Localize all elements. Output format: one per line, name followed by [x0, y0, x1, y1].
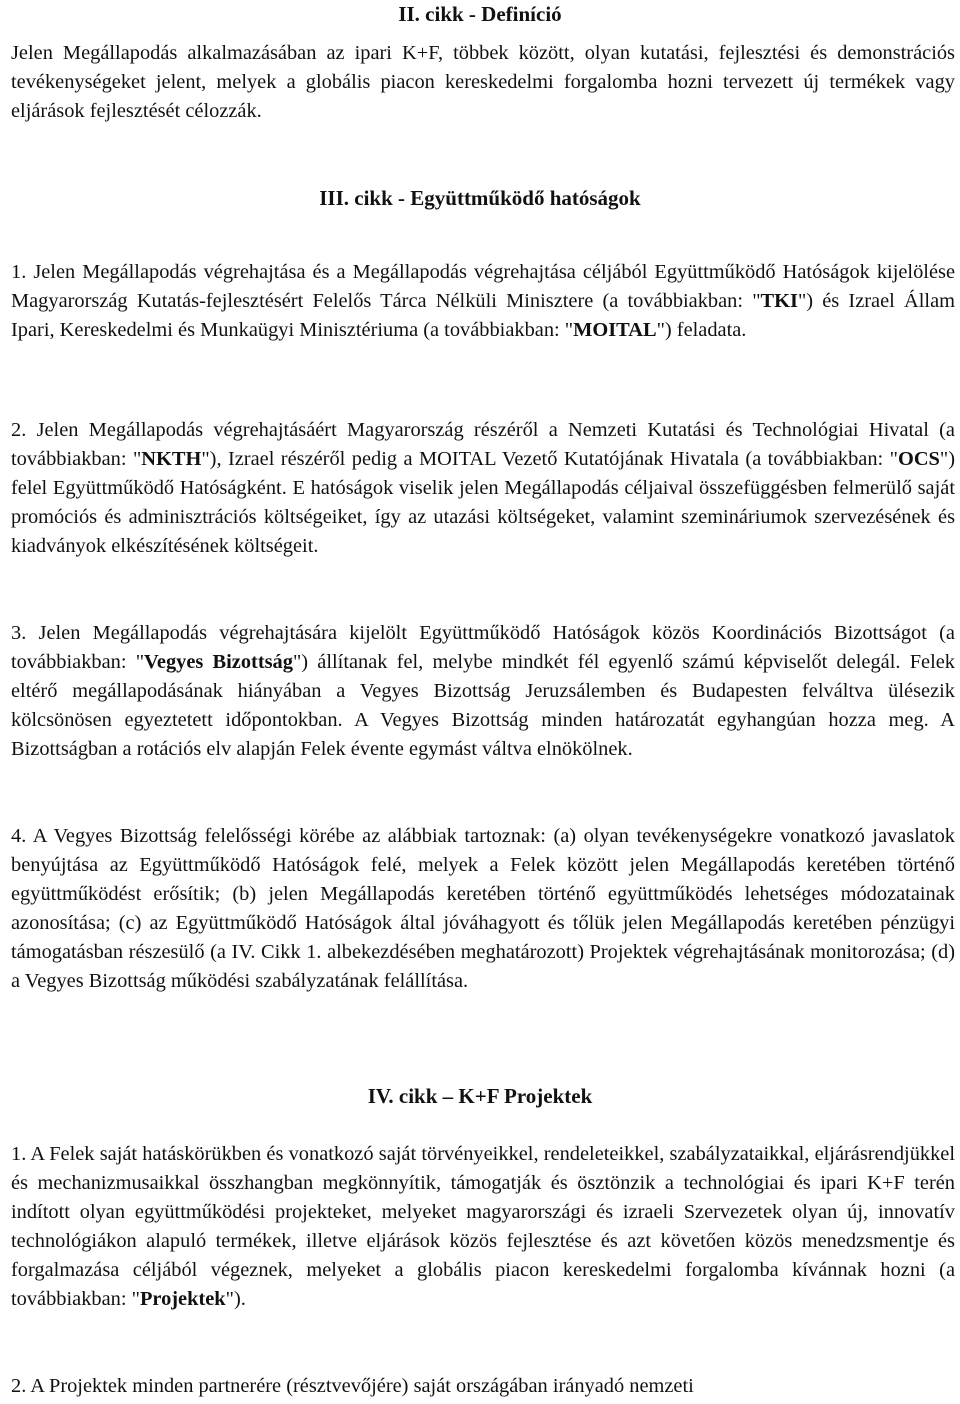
article-4-heading: IV. cikk – K+F Projektek — [367, 1084, 593, 1108]
abbreviation-tki: TKI — [760, 290, 798, 312]
article-3-paragraph-3 — [11, 619, 955, 764]
paragraph-text: Jelen Megállapodás végrehajtására kijelölt Együttműködő Hatóságok közös Koordinációs Bizottságot (a továbbiakban: " — [11, 622, 955, 673]
paragraph-text: A Projektek minden partnerére (résztvevőjére) saját országában irányadó nemzeti — [30, 1375, 694, 1397]
paragraph-text: Jelen Megállapodás végrehajtása és a Megállapodás végrehajtása céljából Együttműködő Hatóságok kijelölése Magyarország Kutatás-fejlesztésért Felelős Tárca Nélküli Minisztere (a továbbiakban: " — [11, 261, 955, 312]
paragraph-number: 3. — [11, 622, 27, 644]
article-2-text: Jelen Megállapodás alkalmazásában az ipari K+F, többek között, olyan kutatási, fejlesztési és demonstrációs tevékenységeket jelent, melyek a globális piacon kereskedelmi forgalomba hozni tervezett új termékek vagy eljárások fejlesztését célozzák. — [11, 42, 955, 122]
paragraph-number: 1. — [11, 261, 27, 283]
term-projektek: Projektek — [139, 1288, 226, 1310]
paragraph-text: ") felel Együttműködő Hatóságként. E hatóságok viselik jelen Megállapodás céljaival összefüggésben felmerülő saját promóciós és adminisztrációs költségeiket, így az utazási költségeket, valamint szemináriumok szervezésének és kiadványok elkészítésének költségeit. — [11, 448, 956, 557]
abbreviation-ocs: OCS — [897, 448, 940, 470]
paragraph-number: 4. — [11, 825, 27, 847]
paragraph-text: Jelen Megállapodás végrehajtásáért Magyarország részéről a Nemzeti Kutatási és Technológiai Hivatal (a továbbiakban: " — [11, 419, 955, 470]
abbreviation-moital: MOITAL — [573, 319, 657, 341]
article-3-paragraph-1 — [11, 258, 955, 345]
paragraph-text: ") állítanak fel, melybe mindkét fél egyenlő számú képviselőt delegál. Felek eltérő megállapodásának hiányában a Vegyes Bizottság Jeruzsálemben és Budapesten felváltva ülésezik kölcsönösen egyeztetett időpontokban. A Vegyes Bizottság minden határozatát egyhangúan hozza meg. A Bizottságban a rotációs elv alapján Felek évente egymást váltva elnökölnek. — [11, 651, 956, 760]
paragraph-text: A Vegyes Bizottság felelősségi körébe az alábbiak tartoznak: (a) olyan tevékenységekre vonatkozó javaslatok benyújtása az Együttműködő Hatóságok felé, melyek a Felek között jelen Megállapodás keretében történő együttműködést erősítik; (b) jelen Megállapodás keretében történő együttműködés lehetséges módozatainak azonosítása; (c) az Együttműködő Hatóságok által jóváhagyott és tőlük jelen Megállapodás keretében pénzügyi támogatásban részesülő (a IV. Cikk 1. albekezdésében meghatározott) Projektek végrehajtásának monitorozása; (d) a Vegyes Bizottság működési szabályzatának felállítása. — [11, 825, 955, 992]
term-vegyes-bizottsag: Vegyes Bizottság — [144, 651, 293, 673]
article-2-heading: II. cikk - Definíció — [398, 2, 562, 26]
paragraph-text: "). — [225, 1288, 246, 1310]
article-3-paragraph-2 — [11, 416, 955, 561]
article-3-heading: III. cikk - Együttműködő hatóságok — [319, 186, 641, 210]
paragraph-text: ") és Izrael Állam Ipari, Kereskedelmi és Munkaügyi Minisztériuma (a továbbiakban: " — [11, 290, 955, 341]
article-4-paragraph-1 — [11, 1140, 955, 1314]
paragraph-number: 2. — [11, 419, 27, 441]
paragraph-number: 2. — [11, 1375, 27, 1397]
paragraph-text: "), Izrael részéről pedig a MOITAL Vezető Kutatójának Hivatala (a továbbiakban: " — [201, 448, 898, 470]
article-3-paragraph-4 — [11, 822, 955, 996]
paragraph-number: 1. — [11, 1143, 27, 1165]
abbreviation-nkth: NKTH — [141, 448, 202, 470]
article-4-paragraph-2 — [11, 1372, 955, 1401]
paragraph-text: A Felek saját hatáskörükben és vonatkozó saját törvényeikkel, rendeleteikkel, szabályzataikkal, eljárásrendjükkel és mechanizmusaikkal összhangban megkönnyítik, támogatják és ösztönzik a technológiai és ipari K+F terén indított olyan együttműködési projekteket, melyeket magyarországi és izraeli Szervezetek olyan új, innovatív technológiákon alapuló termékek, illetve eljárások közös fejlesztése és azt követően közös menedzsmentje és forgalmazása céljából végeznek, melyeket a globális piacon kereskedelmi forgalomba kívánnak hozni (a továbbiakban: " — [11, 1143, 955, 1310]
paragraph-text: ") feladata. — [656, 319, 747, 341]
